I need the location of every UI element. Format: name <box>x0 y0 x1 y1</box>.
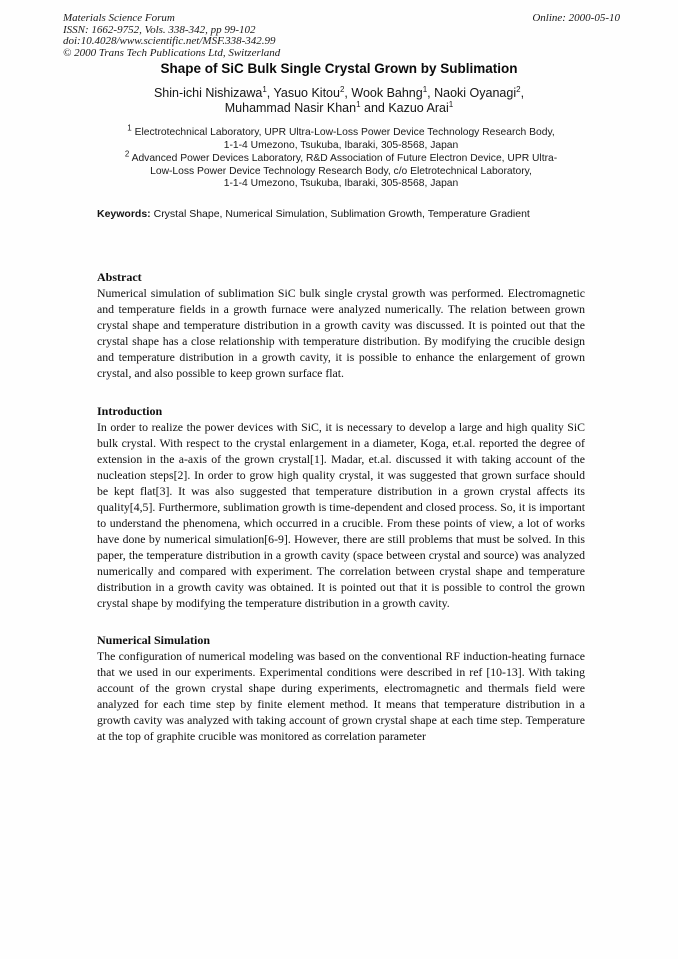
section-abstract <box>97 269 585 381</box>
abstract-paragraph: Numerical simulation of sublimation SiC bulk single crystal growth was performed. Electromagnetic and temperature fields in a growth furnace were analyzed numerically. The relation between grown crystal shape and temperature distribution in a growth cavity was discussed. It is pointed out that the crystal shape has a close relationship with temperature distribution. By modifying the crucible design and temperature distribution in a growth cavity, it is possible to enhance the enlargement of grown crystal, and also possible to keep grown surface flat. <box>97 286 585 380</box>
author-affil-mark: 1 <box>422 84 428 94</box>
author-affil-mark: 2 <box>339 84 345 94</box>
author-name: , Wook Bahng <box>344 86 423 100</box>
keywords-text: Crystal Shape, Numerical Simulation, Sublimation Growth, Temperature Gradient <box>150 208 530 220</box>
paper-body <box>97 269 585 765</box>
introduction-paragraph: In order to realize the power devices with SiC, it is necessary to develop a large and high quality SiC bulk crystal. With respect to the crystal enlargement in a diameter, Koga, et.al. reported the degree of extension in the a-axis of the grown crystal[1]. Madar, et.al. discussed it with taking account of the nucleation steps[2]. In order to grow high quality crystal, it was suggested that grown surface should be kept flat[3]. It was also suggested that temperature distribution in a grown crystal affects its quality[4,5]. Furthermore, sublimation growth is time-dependent and closed process. So, it is important to understand the phenomena, which occurred in a crucible. From these points of view, a lot of works have done by numerical simulation[6-9]. However, there are still problems that must be solved. In this paper, the temperature distribution in a growth cavity (space between crystal and source) was analyzed numerically and compared with experiment. The correlation between crystal shape and temperature distribution in a growth cavity was obtained. It is pointed out that it is possible to control the grown crystal shape by modifying the temperature distribution in a growth cavity. <box>97 420 585 610</box>
paper-title: Shape of SiC Bulk Single Crystal Grown by Sublimation <box>160 61 518 76</box>
section-introduction <box>97 403 585 611</box>
author-name: and Kazuo Arai <box>360 101 449 115</box>
doi-line: doi:10.4028/www.scientific.net/MSF.338-342.99 <box>63 35 276 47</box>
affiliation-2 <box>70 149 612 191</box>
author-affil-mark: 2 <box>516 84 521 94</box>
affil-text: Advanced Power Devices Laboratory, R&D Association of Future Electron Device, UPR Ultra- <box>129 153 558 164</box>
affiliation-1-line-2: 1-1-4 Umezono, Tsukuba, Ibaraki, 305-8568, Japan <box>223 139 459 151</box>
keywords-line <box>97 208 585 220</box>
journal-header <box>63 13 620 59</box>
journal-name: Materials Science Forum <box>63 12 175 24</box>
affiliation-1 <box>70 123 612 152</box>
issn-line: ISSN: 1662-9752, Vols. 338-342, pp 99-102 <box>63 23 256 36</box>
online-date: Online: 2000-05-10 <box>532 12 620 24</box>
author-name: , Naoki Oyanagi <box>427 86 517 100</box>
affiliation-2-line-1 <box>70 149 612 166</box>
author-name: , Yasuo Kitou <box>266 86 340 100</box>
affil-text: Electrotechnical Laboratory, UPR Ultra-Low-Loss Power Device Technology Research Body, <box>131 127 555 138</box>
numerical-simulation-paragraph: The configuration of numerical modeling was based on the conventional RF induction-heating furnace that we used in our experiments. Experimental conditions were described in ref [10-13]. With taking account of the grown crystal shape during experiments, electromagnetic and thermals field were analyzed for each time step by finite element method. It means that temperature distribution in a growth cavity was analyzed with taking account of grown crystal shape at each time step. Temperature at the top of graphite crucible was monitored as correlation parameter <box>97 649 585 743</box>
keywords-label: Keywords: <box>97 208 151 220</box>
section-heading-abstract: Abstract <box>97 270 142 284</box>
author-list <box>0 86 678 116</box>
author-name: Shin-ichi Nishizawa <box>153 86 263 100</box>
affil-mark: 2 <box>124 149 130 159</box>
affiliation-2-line-3: 1-1-4 Umezono, Tsukuba, Ibaraki, 305-8568, Japan <box>223 178 459 189</box>
author-name: Muhammad Nasir Khan <box>224 101 357 115</box>
section-heading-introduction: Introduction <box>97 404 163 418</box>
section-numerical-simulation <box>97 632 585 744</box>
copyright-line: © 2000 Trans Tech Publications Ltd, Switzerland <box>63 46 281 59</box>
journal-header-left <box>63 13 280 59</box>
affiliation-2-line-2: Low-Loss Power Device Technology Research Body, c/o Eletrotechnical Laboratory, <box>150 165 532 177</box>
author-affil-mark: 1 <box>356 99 361 109</box>
author-affil-mark: 1 <box>262 84 267 94</box>
section-heading-numerical-simulation: Numerical Simulation <box>97 633 210 647</box>
authors-line-1 <box>0 86 678 101</box>
authors-line-2 <box>0 101 678 116</box>
affiliation-1-line-1 <box>70 123 612 140</box>
affil-mark: 1 <box>127 123 132 133</box>
author-affil-mark: 1 <box>448 99 454 109</box>
author-name: , <box>520 86 525 100</box>
